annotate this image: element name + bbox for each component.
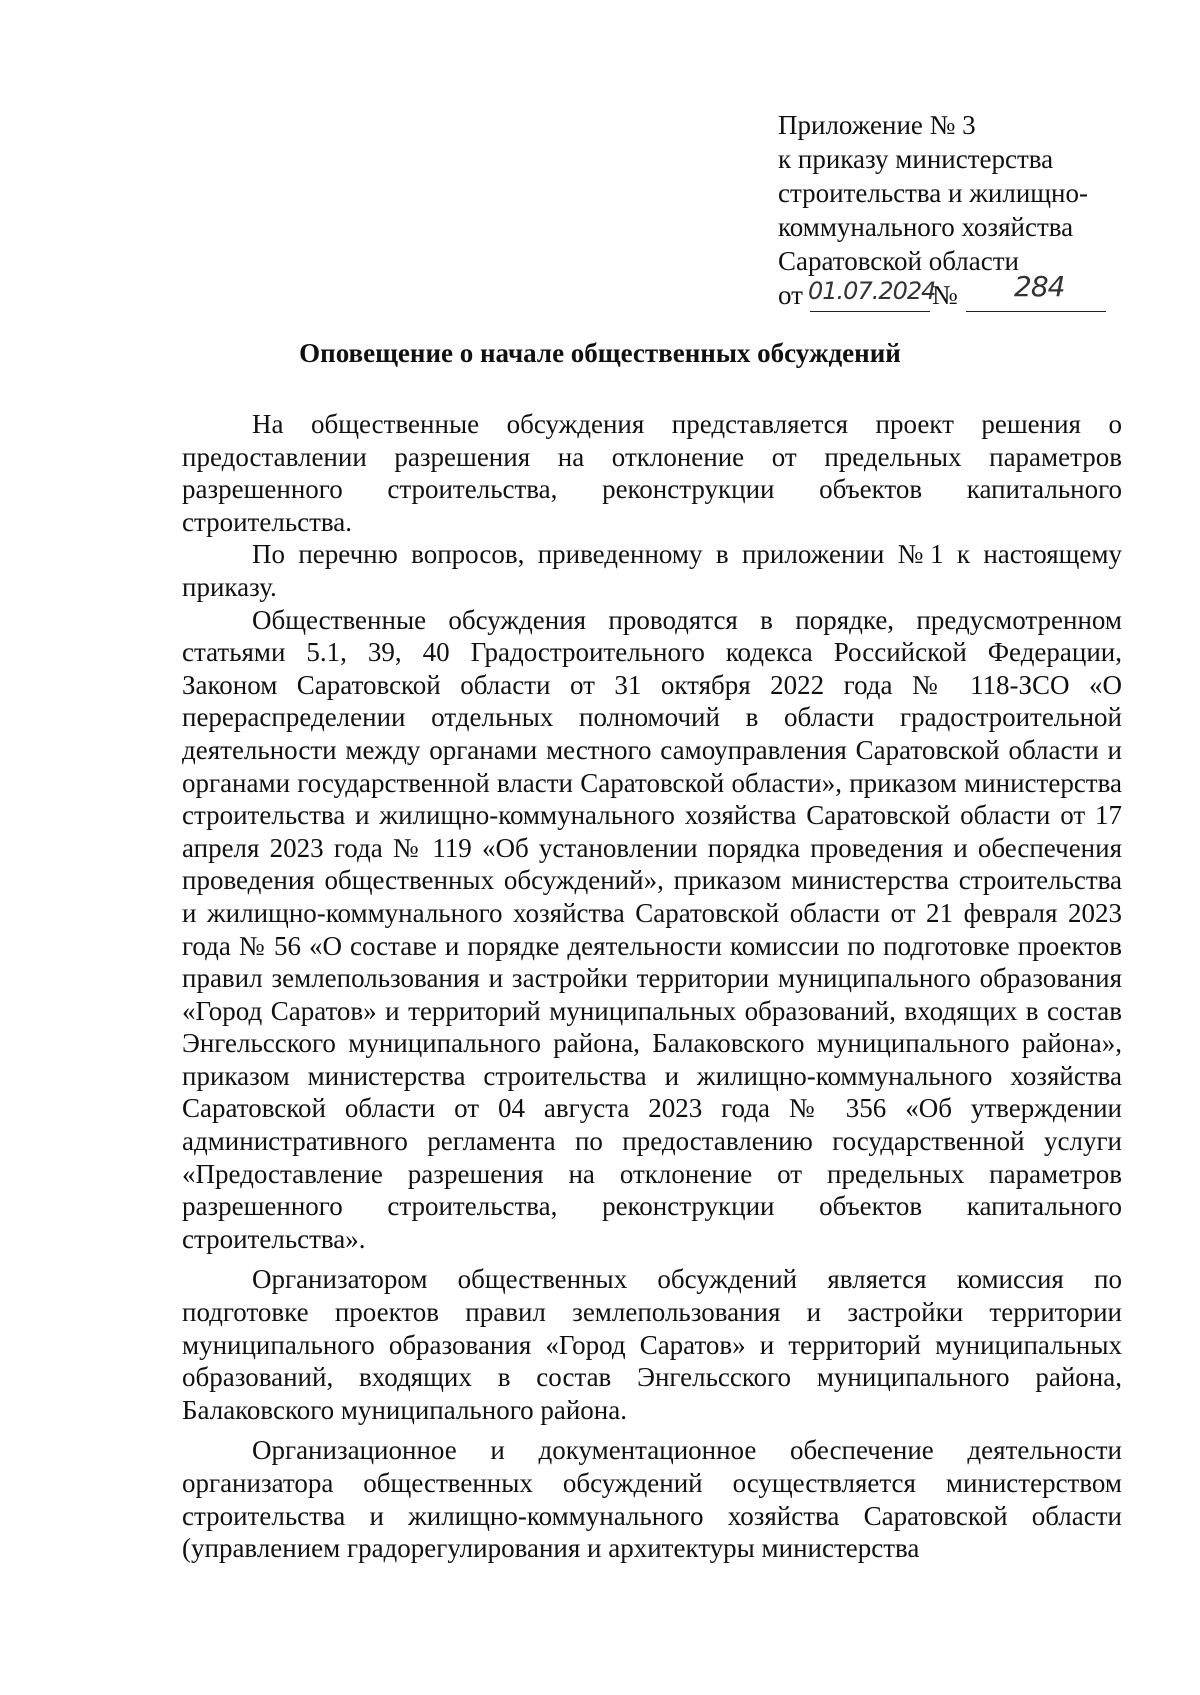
handwritten-date: 01.07.2024 [808, 277, 936, 305]
document-title: Оповещение о начале общественных обсуждений [299, 338, 901, 368]
annex-header [778, 108, 1108, 316]
annex-line: Саратовской области [778, 246, 1019, 276]
handwritten-number: 284 [1014, 270, 1065, 303]
paragraph: Общественные обсуждения проводятся в порядке, предусмотренном статьями 5.1, 39, 40 Градостроительного кодекса Российской Федерации, Законом Саратовской области от 31 октября 2022 года № 118-ЗСО «О перераспределении отдельных полномочий в области градостроительной деятельности между органами местного самоуправления Саратовской области и органами государственной власти Саратовской области», приказом министерства строительства и жилищно-коммунального хозяйства Саратовской области от 17 апреля 2023 года № 119 «Об установлении порядка проведения и обеспечения проведения общественных обсуждений», приказом министерства строительства и жилищно-коммунального хозяйства Саратовской области от 21 февраля 2023 года № 56 «О составе и порядке деятельности комиссии по подготовке проектов правил землепользования и застройки территории муниципального образования «Город Саратов» и территорий муниципальных образований, входящих в состав Энгельсского муниципального района, Балаковского муниципального района», приказом министерства строительства и жилищно-коммунального хозяйства Саратовской области от 04 августа 2023 года № 356 «Об утверждении административного регламента по предоставлению государственной услуги «Предоставление разрешения на отклонение от предельных параметров разрешенного строительства, реконструкции объектов капитального строительства». [182, 604, 1122, 1254]
number-underline [966, 311, 1106, 312]
order-date-number-row [778, 270, 1108, 316]
annex-line: Приложение № 3 [778, 110, 976, 140]
date-underline [810, 311, 930, 312]
document-body [182, 408, 1122, 1565]
paragraph: Организационное и документационное обеспечение деятельности организатора общественных обсуждений осуществляется министерством строительства и жилищно-коммунального хозяйства Саратовской области (управлением градорегулирования и архитектуры министерства [182, 1435, 1122, 1564]
paragraph: По перечню вопросов, приведенному в приложении №1 к настоящему приказу. [182, 539, 1122, 602]
annex-line: коммунального хозяйства [778, 212, 1074, 242]
annex-line: строительства и жилищно- [778, 178, 1088, 208]
number-label: № [932, 280, 958, 310]
paragraph: Организатором общественных обсуждений является комиссия по подготовке проектов правил землепользования и застройки территории муниципального образования «Город Саратов» и территорий муниципальных образований, входящих в состав Энгельсского муниципального района, Балаковского муниципального района. [182, 1264, 1122, 1425]
paragraph: На общественные обсуждения представляется проект решения о предоставлении разрешения на отклонение от предельных параметров разрешенного строительства, реконструкции объектов капитального строительства. [182, 409, 1122, 537]
from-label: от [778, 280, 803, 310]
annex-line: к приказу министерства [778, 144, 1054, 174]
